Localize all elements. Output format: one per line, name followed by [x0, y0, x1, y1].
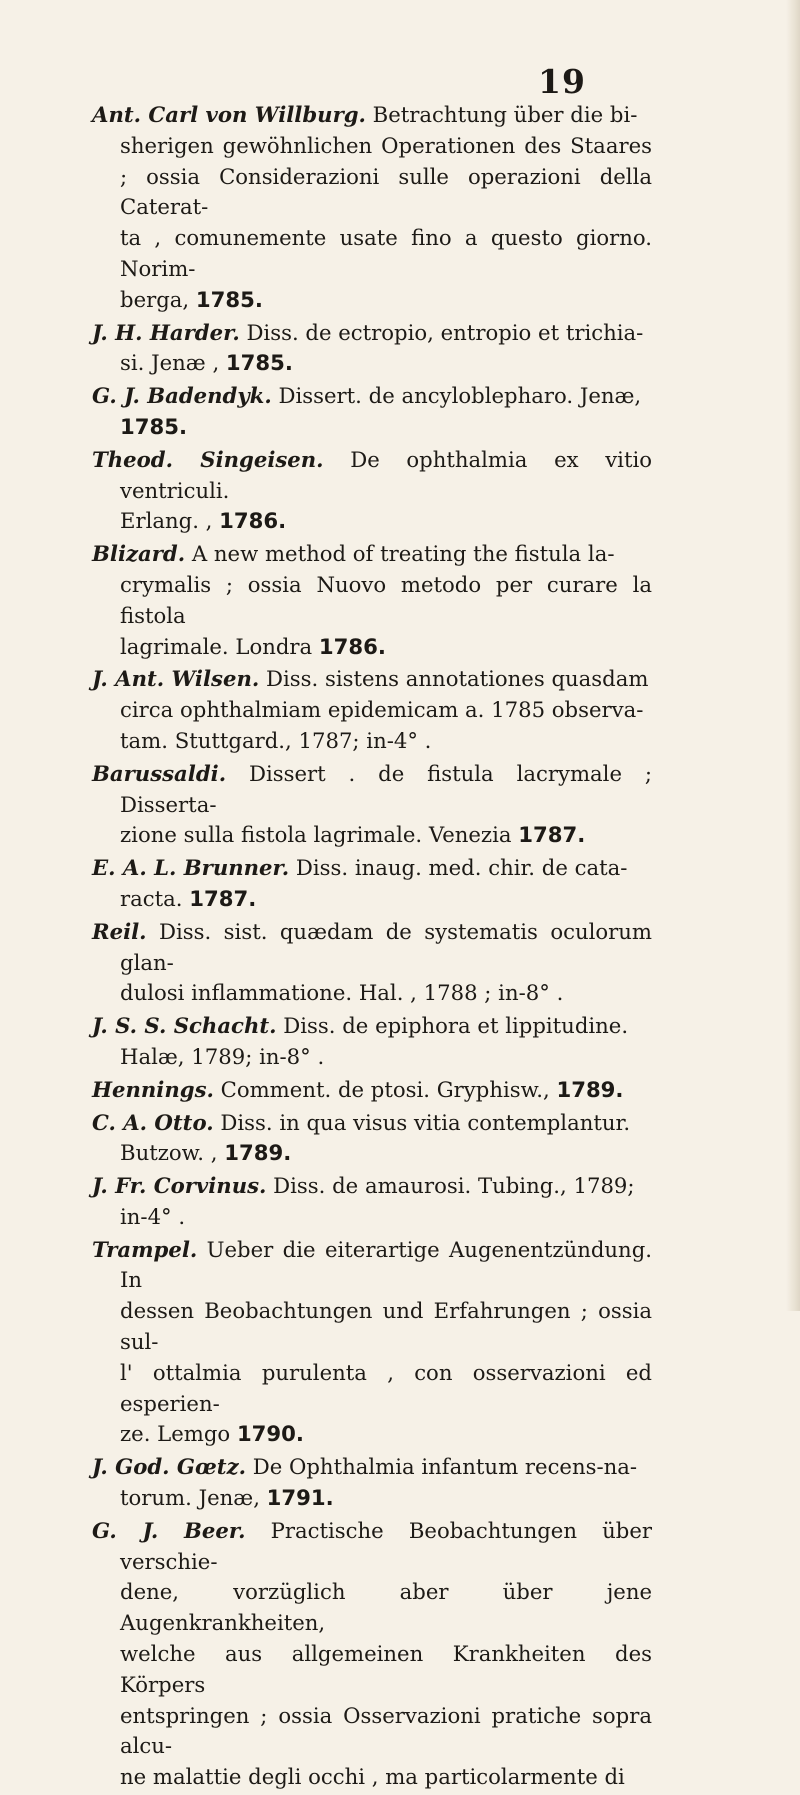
bibliography-entry — [92, 759, 652, 851]
bibliography-list — [92, 100, 652, 1795]
entry-text: Diss. de ectropio, entropio et trichia- si. Jenæ , — [120, 319, 644, 376]
entry-year: 1785. — [120, 413, 188, 439]
entry-year: 1791. — [266, 1485, 334, 1511]
entry-year: 1786. — [219, 508, 287, 534]
entry-text: Diss. in qua visus vitia contemplantur. Butzow. , — [120, 1109, 631, 1166]
page-edge — [786, 0, 800, 1311]
entry-author: J. Ant. Wilsen. — [92, 666, 260, 692]
bibliography-entry — [92, 381, 652, 443]
bibliography-entry — [92, 1235, 652, 1451]
bibliography-entry — [92, 1011, 652, 1073]
entry-year: 1790. — [236, 1421, 304, 1447]
entry-author: Theod. Singeisen. — [92, 446, 324, 472]
bibliography-entry — [92, 445, 652, 537]
entry-year: 1785. — [195, 286, 263, 312]
page-number: 19 — [538, 62, 586, 101]
bibliography-entry — [92, 1452, 652, 1514]
bibliography-entry — [92, 100, 652, 316]
entry-author: C. A. Otto. — [92, 1109, 214, 1135]
entry-author: Trampel. — [92, 1236, 198, 1262]
entry-author: J. God. Gœtz. — [92, 1454, 246, 1480]
entry-text: A new method of treating the fistula la- crymalis ; ossia Nuovo metodo per curare la fistola lagrimale. Londra — [120, 541, 652, 659]
entry-text: Betrachtung über die bi- sherigen gewöhnlichen Operationen des Staares ; ossia Considerazioni sulle operazioni della Caterat- ta , comunemente usate fino a questo giorno. Norim- berga, — [120, 102, 652, 312]
entry-text: Diss. de epiphora et lippitudine. Halæ, 1789; in-8° . — [120, 1013, 629, 1069]
entry-author: J. H. Harder. — [92, 319, 240, 345]
entry-text: Ueber die eiterartige Augenentzündung. In dessen Beobachtungen und Erfahrungen ; ossia sul- l' ottalmia purulenta , con osservazioni ed esperien- ze. Lemgo — [120, 1236, 652, 1447]
bibliography-entry — [92, 853, 652, 915]
entry-author: G. J. Badendyk. — [92, 383, 272, 409]
bibliography-entry — [92, 1516, 652, 1793]
entry-author: Hennings. — [92, 1076, 214, 1102]
entry-author: Barussaldi. — [92, 760, 227, 786]
entry-year: 1787. — [518, 822, 586, 848]
entry-text: Diss. de amaurosi. Tubing., 1789; in-4° . — [120, 1173, 635, 1229]
bibliography-entry — [92, 539, 652, 662]
entry-author: J. Fr. Corvinus. — [92, 1173, 267, 1199]
bibliography-entry — [92, 1171, 652, 1233]
entry-year: 1789. — [224, 1140, 292, 1166]
entry-text: Practische Beobachtungen über verschie- dene, vorzüglich aber über jene Augenkrankheiten, welche aus allgemeinen Krankheiten des Körpers entspringen ; ossia Osservazioni pratiche sopra alcu- ne malattie degli occhi , ma particolarmente di — [120, 1517, 652, 1790]
entry-year: 1789. — [556, 1076, 624, 1102]
entry-author: E. A. L. Brunner. — [92, 855, 290, 881]
entry-author: Ant. Carl von Willburg. — [92, 102, 366, 127]
entry-text: Dissert . de fistula lacrymale ; Disserta- zione sulla fistola lagrimale. Venezia — [120, 760, 652, 848]
entry-author: Blizard. — [92, 541, 186, 567]
bibliography-entry — [92, 318, 652, 380]
entry-text: Diss. inaug. med. chir. de cata- racta. — [120, 855, 628, 911]
entry-text: Comment. de ptosi. Gryphisw., — [213, 1076, 557, 1102]
entry-year: 1787. — [189, 885, 257, 911]
entry-author: J. S. S. Schacht. — [92, 1013, 277, 1039]
entry-text: De ophthalmia ex vitio ventriculi. Erlang. , — [120, 446, 653, 534]
bibliography-entry — [92, 1075, 652, 1106]
bibliography-entry — [92, 917, 652, 1009]
entry-year: 1785. — [225, 350, 293, 376]
entry-author: Reil. — [92, 918, 147, 944]
entry-text: De Ophthalmia infantum recens-na- torum. Jenæ, — [120, 1454, 638, 1511]
entry-text: Diss. sistens annotationes quasdam circa ophthalmiam epidemicam a. 1785 observa- tam. Stuttgard., 1787; in-4° . — [120, 666, 649, 753]
entry-year: 1786. — [318, 633, 386, 659]
entry-author: G. J. Beer. — [92, 1517, 246, 1543]
entry-text: Dissert. de ancyloblepharo. Jenæ, — [278, 383, 642, 409]
bibliography-entry — [92, 664, 652, 756]
entry-text: Diss. sist. quædam de systematis oculorum glan- dulosi inflammatione. Hal. , 1788 ; in-8° . — [120, 918, 652, 1006]
bibliography-entry — [92, 1108, 652, 1170]
